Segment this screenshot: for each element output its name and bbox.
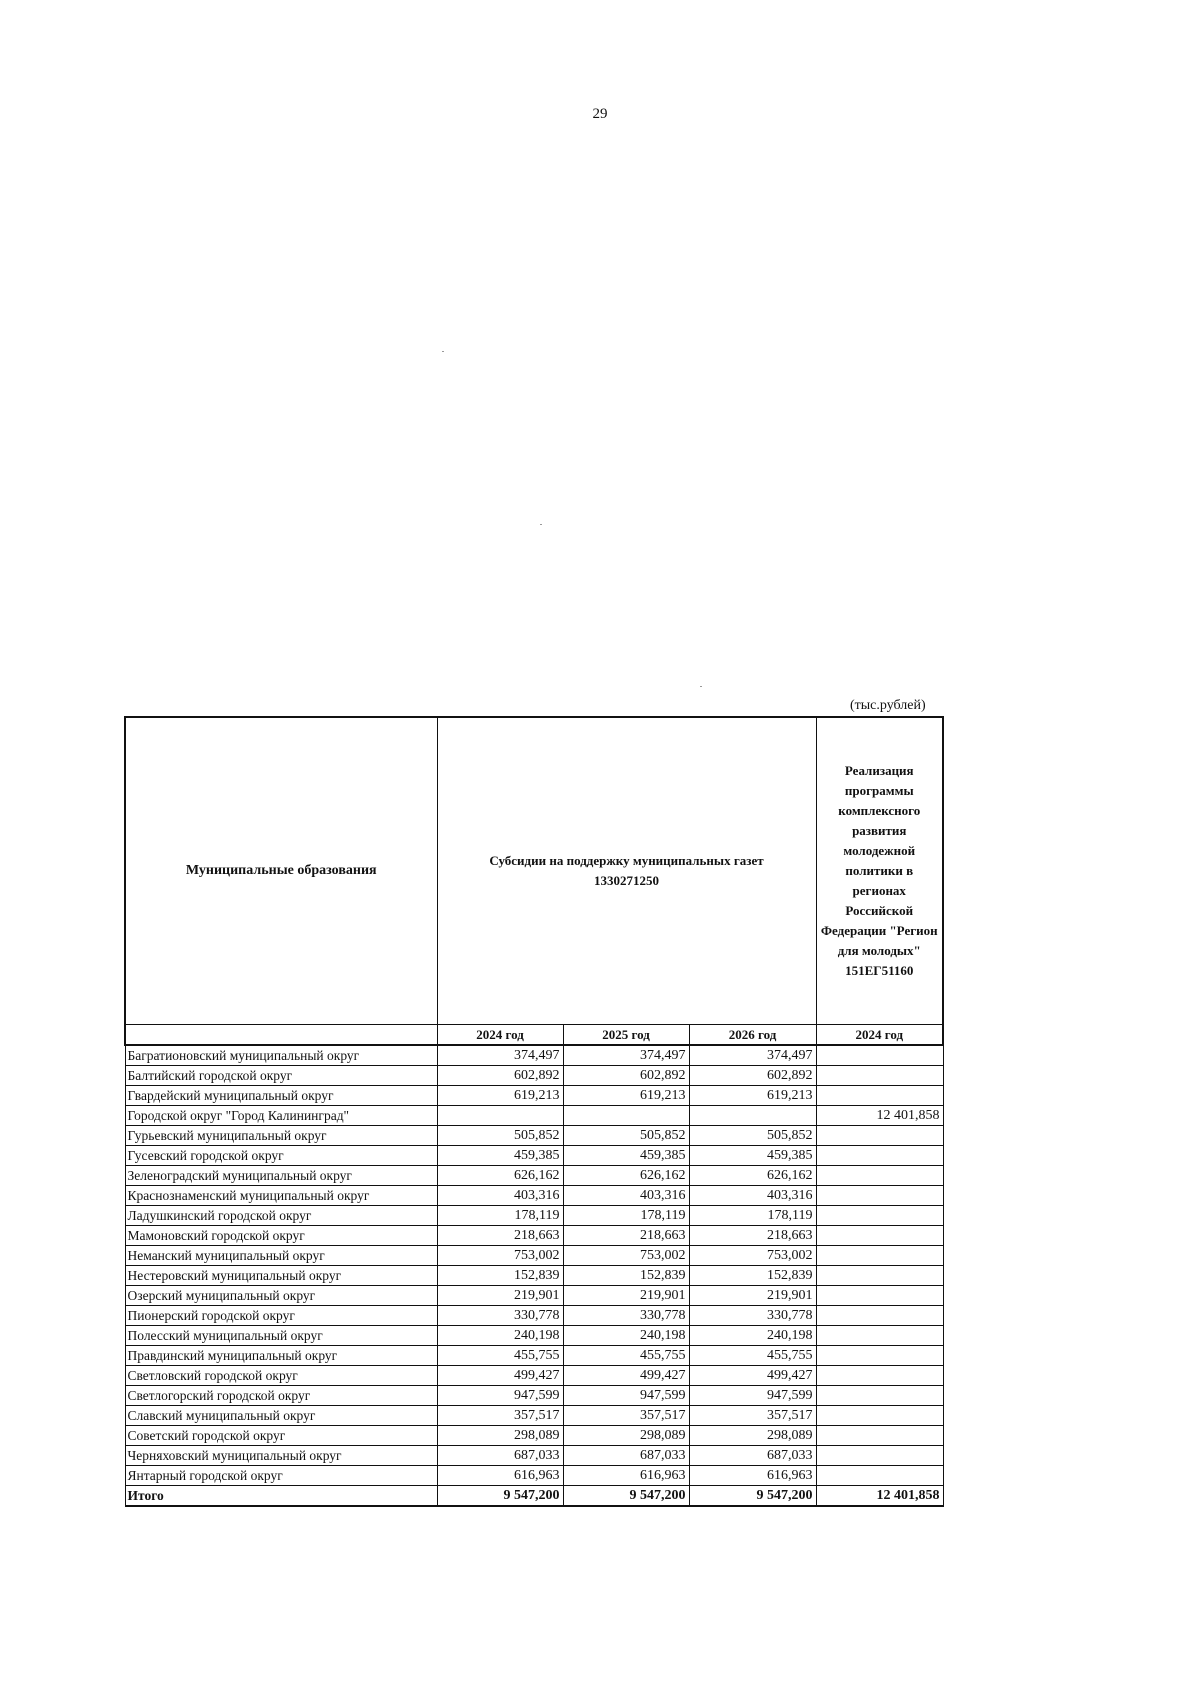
amount-cell (689, 1106, 816, 1126)
units-label: (тыс.рублей) (850, 698, 926, 713)
table-row (125, 1286, 943, 1306)
table-row (125, 1146, 943, 1166)
empty-header-cell (125, 1025, 437, 1046)
amount-cell: 602,892 (563, 1066, 689, 1086)
amount-cell: 602,892 (437, 1066, 563, 1086)
amount-cell (816, 1426, 943, 1446)
amount-cell: 219,901 (437, 1286, 563, 1306)
amount-cell: 499,427 (437, 1366, 563, 1386)
table-row (125, 1406, 943, 1426)
amount-cell: 240,198 (437, 1326, 563, 1346)
amount-cell: 12 401,858 (816, 1106, 943, 1126)
amount-cell: 298,089 (563, 1426, 689, 1446)
subsidies-table (124, 716, 944, 1507)
municipality-name: Правдинский муниципальный округ (125, 1346, 437, 1366)
amount-cell (816, 1306, 943, 1326)
municipality-name: Пионерский городской округ (125, 1306, 437, 1326)
year-header: 2026 год (689, 1025, 816, 1046)
amount-cell: 240,198 (689, 1326, 816, 1346)
amount-cell: 499,427 (563, 1366, 689, 1386)
amount-cell: 330,778 (563, 1306, 689, 1326)
table-row (125, 1126, 943, 1146)
amount-cell: 298,089 (689, 1426, 816, 1446)
municipality-name: Светловский городской округ (125, 1366, 437, 1386)
amount-cell: 455,755 (437, 1346, 563, 1366)
municipality-name: Нестеровский муниципальный округ (125, 1266, 437, 1286)
amount-cell: 152,839 (437, 1266, 563, 1286)
table-row (125, 1246, 943, 1266)
amount-cell: 374,497 (689, 1045, 816, 1066)
amount-cell: 619,213 (437, 1086, 563, 1106)
amount-cell: 178,119 (563, 1206, 689, 1226)
amount-cell: 455,755 (689, 1346, 816, 1366)
amount-cell: 753,002 (437, 1246, 563, 1266)
municipality-name: Черняховский муниципальный округ (125, 1446, 437, 1466)
amount-cell: 626,162 (563, 1166, 689, 1186)
amount-cell: 626,162 (437, 1166, 563, 1186)
amount-cell (816, 1166, 943, 1186)
amount-cell (816, 1045, 943, 1066)
year-header: 2024 год (816, 1025, 943, 1046)
amount-cell: 499,427 (689, 1366, 816, 1386)
amount-cell (816, 1346, 943, 1366)
scan-speck (442, 351, 444, 352)
municipality-name: Гусевский городской округ (125, 1146, 437, 1166)
municipality-name: Славский муниципальный округ (125, 1406, 437, 1426)
total-amount-cell: 9 547,200 (563, 1486, 689, 1507)
amount-cell (816, 1466, 943, 1486)
amount-cell (816, 1066, 943, 1086)
amount-cell: 330,778 (437, 1306, 563, 1326)
municipality-name: Багратионовский муниципальный округ (125, 1045, 437, 1066)
page-number: 29 (592, 106, 608, 122)
amount-cell: 374,497 (563, 1045, 689, 1066)
amount-cell: 218,663 (563, 1226, 689, 1246)
amount-cell (816, 1146, 943, 1166)
municipality-name: Городской округ "Город Калининград" (125, 1106, 437, 1126)
amount-cell (816, 1366, 943, 1386)
amount-cell: 219,901 (563, 1286, 689, 1306)
amount-cell: 687,033 (437, 1446, 563, 1466)
amount-cell (816, 1226, 943, 1246)
years-header-row (125, 1025, 943, 1046)
municipality-name: Ладушкинский городской округ (125, 1206, 437, 1226)
table-header-row (125, 717, 943, 1025)
municipality-name: Неманский муниципальный округ (125, 1246, 437, 1266)
amount-cell (816, 1266, 943, 1286)
amount-cell: 687,033 (689, 1446, 816, 1466)
municipality-name: Гурьевский муниципальный округ (125, 1126, 437, 1146)
amount-cell: 403,316 (563, 1186, 689, 1206)
total-amount-cell: 9 547,200 (689, 1486, 816, 1507)
amount-cell: 219,901 (689, 1286, 816, 1306)
amount-cell: 616,963 (689, 1466, 816, 1486)
table-body (125, 1045, 943, 1506)
amount-cell (437, 1106, 563, 1126)
municipality-name: Зеленоградский муниципальный округ (125, 1166, 437, 1186)
amount-cell: 505,852 (689, 1126, 816, 1146)
municipality-name: Полесский муниципальный округ (125, 1326, 437, 1346)
table-row (125, 1266, 943, 1286)
amount-cell (816, 1446, 943, 1466)
amount-cell (816, 1246, 943, 1266)
amount-cell: 218,663 (689, 1226, 816, 1246)
amount-cell: 357,517 (563, 1406, 689, 1426)
table-row (125, 1166, 943, 1186)
municipality-name: Балтийский городской округ (125, 1066, 437, 1086)
amount-cell: 947,599 (689, 1386, 816, 1406)
amount-cell (816, 1186, 943, 1206)
municipality-name: Мамоновский городской округ (125, 1226, 437, 1246)
amount-cell: 459,385 (689, 1146, 816, 1166)
table-row (125, 1066, 943, 1086)
scan-speck (700, 686, 702, 687)
amount-cell: 403,316 (689, 1186, 816, 1206)
table-row (125, 1326, 943, 1346)
amount-cell: 455,755 (563, 1346, 689, 1366)
total-row (125, 1486, 943, 1507)
amount-cell: 505,852 (437, 1126, 563, 1146)
amount-cell: 152,839 (563, 1266, 689, 1286)
amount-cell: 753,002 (689, 1246, 816, 1266)
municipality-name: Советский городской округ (125, 1426, 437, 1446)
amount-cell (816, 1206, 943, 1226)
table-row (125, 1426, 943, 1446)
amount-cell: 178,119 (437, 1206, 563, 1226)
table-row (125, 1306, 943, 1326)
amount-cell (816, 1386, 943, 1406)
table-row (125, 1446, 943, 1466)
amount-cell: 330,778 (689, 1306, 816, 1326)
table-row (125, 1346, 943, 1366)
amount-cell: 619,213 (689, 1086, 816, 1106)
table-row (125, 1366, 943, 1386)
amount-cell: 947,599 (437, 1386, 563, 1406)
table-row (125, 1186, 943, 1206)
amount-cell: 374,497 (437, 1045, 563, 1066)
amount-cell: 459,385 (563, 1146, 689, 1166)
amount-cell: 298,089 (437, 1426, 563, 1446)
amount-cell: 947,599 (563, 1386, 689, 1406)
table-row (125, 1106, 943, 1126)
table-row (125, 1206, 943, 1226)
municipality-name: Светлогорский городской округ (125, 1386, 437, 1406)
amount-cell: 619,213 (563, 1086, 689, 1106)
amount-cell: 152,839 (689, 1266, 816, 1286)
amount-cell: 687,033 (563, 1446, 689, 1466)
amount-cell: 403,316 (437, 1186, 563, 1206)
scan-speck (540, 524, 542, 525)
amount-cell (816, 1406, 943, 1426)
amount-cell: 218,663 (437, 1226, 563, 1246)
amount-cell (816, 1326, 943, 1346)
municipality-name: Озерский муниципальный округ (125, 1286, 437, 1306)
subsidy-column-header: Субсидии на поддержку муниципальных газет 1330271250 (437, 717, 816, 1025)
amount-cell: 459,385 (437, 1146, 563, 1166)
municipality-name: Янтарный городской округ (125, 1466, 437, 1486)
amount-cell: 616,963 (563, 1466, 689, 1486)
year-header: 2025 год (563, 1025, 689, 1046)
amount-cell: 753,002 (563, 1246, 689, 1266)
table-row (125, 1386, 943, 1406)
table-row (125, 1045, 943, 1066)
amount-cell (816, 1126, 943, 1146)
amount-cell: 357,517 (437, 1406, 563, 1426)
table-row (125, 1226, 943, 1246)
amount-cell (816, 1086, 943, 1106)
municipalities-column-header: Муниципальные образования (125, 717, 437, 1025)
table-row (125, 1466, 943, 1486)
total-label: Итого (125, 1486, 437, 1507)
amount-cell: 178,119 (689, 1206, 816, 1226)
table-row (125, 1086, 943, 1106)
year-header: 2024 год (437, 1025, 563, 1046)
municipality-name: Краснознаменский муниципальный округ (125, 1186, 437, 1206)
amount-cell: 505,852 (563, 1126, 689, 1146)
total-amount-cell: 9 547,200 (437, 1486, 563, 1507)
amount-cell (816, 1286, 943, 1306)
amount-cell: 626,162 (689, 1166, 816, 1186)
youth-program-column-header: Реализация программы комплексного развития молодежной политики в регионах Российской Федерации "Регион для молодых" 151ЕГ51160 (816, 717, 943, 1025)
total-amount-cell: 12 401,858 (816, 1486, 943, 1507)
amount-cell: 357,517 (689, 1406, 816, 1426)
amount-cell (563, 1106, 689, 1126)
municipality-name: Гвардейский муниципальный округ (125, 1086, 437, 1106)
amount-cell: 240,198 (563, 1326, 689, 1346)
amount-cell: 616,963 (437, 1466, 563, 1486)
amount-cell: 602,892 (689, 1066, 816, 1086)
